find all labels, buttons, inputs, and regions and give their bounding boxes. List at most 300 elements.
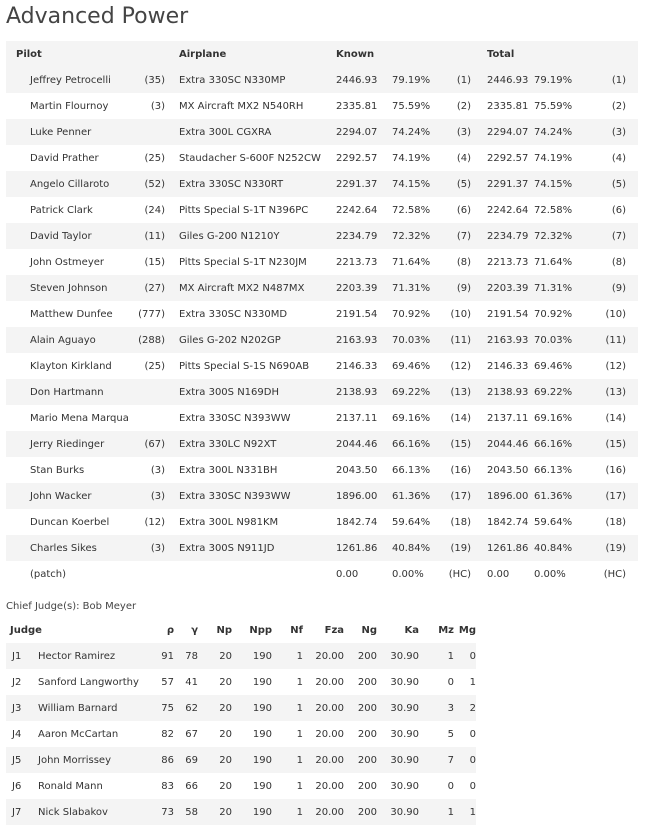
judge-ng: 200 — [357, 780, 378, 792]
table-row — [6, 669, 476, 695]
known-percent: 66.16% — [392, 438, 431, 450]
known-score: 1842.74 — [336, 516, 378, 528]
judge-name: Nick Slabakov — [38, 806, 108, 818]
judge-fza: 20.00 — [315, 702, 345, 714]
total-rank: (7) — [611, 230, 626, 242]
total-rank: (13) — [605, 386, 626, 398]
pilot-count: (35) — [144, 74, 165, 86]
known-score: 2146.33 — [336, 360, 378, 372]
airplane: Extra 300L CGXRA — [179, 126, 272, 138]
airplane: MX Aircraft MX2 N540RH — [179, 100, 304, 112]
col-header-gamma: γ — [191, 624, 199, 636]
page-title: Advanced Power — [6, 4, 189, 29]
known-score: 2191.54 — [336, 308, 378, 320]
col-header-npp: Npp — [249, 624, 273, 636]
pilot-count: (3) — [150, 490, 165, 502]
total-score: 0.00 — [487, 568, 510, 580]
judge-ng: 200 — [357, 754, 378, 766]
total-percent: 66.13% — [534, 464, 573, 476]
pilot-name: Angelo Cillaroto — [30, 178, 110, 190]
judge-fza: 20.00 — [315, 754, 345, 766]
airplane: Giles G-202 N202GP — [179, 334, 281, 346]
judge-rho: 83 — [161, 780, 175, 792]
judge-nf: 1 — [296, 728, 304, 740]
judge-mz: 5 — [447, 728, 455, 740]
pilot-count: (24) — [144, 204, 165, 216]
judge-np: 20 — [219, 728, 233, 740]
col-header-mg: Mg — [458, 624, 477, 636]
table-row — [6, 535, 638, 561]
judges-header-row — [6, 617, 476, 643]
total-rank: (17) — [605, 490, 626, 502]
pilot-name: Stan Burks — [30, 464, 85, 476]
judge-rho: 75 — [161, 702, 175, 714]
judge-mg: 0 — [469, 754, 477, 766]
judge-mz: 7 — [447, 754, 455, 766]
known-percent: 70.92% — [392, 308, 431, 320]
airplane: Extra 300S N911JD — [179, 542, 275, 554]
airplane: Giles G-200 N1210Y — [179, 230, 280, 242]
judge-nf: 1 — [296, 676, 304, 688]
judge-np: 20 — [219, 650, 233, 662]
judge-npp: 190 — [252, 754, 273, 766]
airplane: Pitts Special S-1T N396PC — [179, 204, 309, 216]
pilot-count: (27) — [144, 282, 165, 294]
total-rank: (6) — [611, 204, 626, 216]
total-rank: (1) — [611, 74, 626, 86]
table-row — [6, 695, 476, 721]
known-rank: (9) — [456, 282, 471, 294]
judge-np: 20 — [219, 676, 233, 688]
known-percent: 69.16% — [392, 412, 431, 424]
total-rank: (5) — [611, 178, 626, 190]
pilot-count: (3) — [150, 542, 165, 554]
pilot-name: Matthew Dunfee — [30, 308, 113, 320]
judge-gamma: 78 — [185, 650, 199, 662]
table-row — [6, 561, 638, 587]
known-percent: 75.59% — [392, 100, 431, 112]
known-percent: 74.24% — [392, 126, 431, 138]
judge-gamma: 67 — [185, 728, 199, 740]
known-rank: (13) — [450, 386, 471, 398]
known-rank: (15) — [450, 438, 471, 450]
table-row — [6, 275, 638, 301]
known-percent: 59.64% — [392, 516, 431, 528]
table-row — [6, 431, 638, 457]
table-row — [6, 301, 638, 327]
judge-ka: 30.90 — [390, 702, 420, 714]
table-row — [6, 799, 476, 825]
total-score: 2203.39 — [487, 282, 529, 294]
known-score: 2213.73 — [336, 256, 378, 268]
judge-ng: 200 — [357, 728, 378, 740]
total-score: 2191.54 — [487, 308, 529, 320]
total-rank: (2) — [611, 100, 626, 112]
known-percent: 70.03% — [392, 334, 431, 346]
judge-np: 20 — [219, 754, 233, 766]
known-score: 0.00 — [336, 568, 359, 580]
judge-gamma: 69 — [185, 754, 199, 766]
table-row — [6, 93, 638, 119]
judge-fza: 20.00 — [315, 676, 345, 688]
known-rank: (HC) — [448, 568, 471, 580]
total-rank: (12) — [605, 360, 626, 372]
total-score: 2335.81 — [487, 100, 529, 112]
judge-fza: 20.00 — [315, 650, 345, 662]
pilot-name: Jeffrey Petrocelli — [30, 74, 111, 86]
known-score: 2138.93 — [336, 386, 378, 398]
known-rank: (2) — [456, 100, 471, 112]
known-percent: 69.46% — [392, 360, 431, 372]
col-header-known: Known — [336, 48, 375, 60]
table-row — [6, 483, 638, 509]
total-score: 1261.86 — [487, 542, 529, 554]
known-score: 2043.50 — [336, 464, 378, 476]
col-header-total: Total — [487, 48, 515, 60]
judge-nf: 1 — [296, 806, 304, 818]
table-row — [6, 353, 638, 379]
known-score: 2044.46 — [336, 438, 378, 450]
known-score: 2163.93 — [336, 334, 378, 346]
table-row — [6, 457, 638, 483]
col-header-rho: ρ — [166, 624, 175, 636]
known-score: 2242.64 — [336, 204, 378, 216]
table-row — [6, 773, 476, 799]
judge-mz: 0 — [447, 780, 455, 792]
judge-name: Aaron McCartan — [38, 728, 119, 740]
airplane: Extra 300S N169DH — [179, 386, 279, 398]
total-percent: 79.19% — [534, 74, 573, 86]
total-percent: 61.36% — [534, 490, 573, 502]
pilot-name: (patch) — [30, 568, 67, 580]
pilot-count — [136, 119, 179, 145]
judge-fza: 20.00 — [315, 780, 345, 792]
judge-npp: 190 — [252, 676, 273, 688]
table-row — [6, 171, 638, 197]
known-score: 2292.57 — [336, 152, 378, 164]
pilot-count — [136, 405, 179, 431]
pilot-count — [136, 561, 179, 587]
total-percent: 71.31% — [534, 282, 573, 294]
judge-ng: 200 — [357, 676, 378, 688]
judge-ng: 200 — [357, 702, 378, 714]
known-rank: (10) — [450, 308, 471, 320]
judge-name: Sanford Langworthy — [38, 676, 139, 688]
pilot-name: Don Hartmann — [30, 386, 104, 398]
pilot-count: (15) — [144, 256, 165, 268]
known-rank: (7) — [456, 230, 471, 242]
known-percent: 72.32% — [392, 230, 431, 242]
judge-mz: 3 — [447, 702, 455, 714]
judge-nf: 1 — [296, 780, 304, 792]
known-rank: (5) — [456, 178, 471, 190]
judge-mz: 1 — [447, 650, 455, 662]
total-rank: (11) — [605, 334, 626, 346]
total-percent: 71.64% — [534, 256, 573, 268]
table-row — [6, 721, 476, 747]
airplane: Pitts Special S-1S N690AB — [179, 360, 310, 372]
known-percent: 71.64% — [392, 256, 431, 268]
pilot-count: (25) — [144, 152, 165, 164]
known-rank: (18) — [450, 516, 471, 528]
judge-mg: 0 — [469, 780, 477, 792]
total-rank: (19) — [605, 542, 626, 554]
judge-nf: 1 — [296, 650, 304, 662]
total-rank: (9) — [611, 282, 626, 294]
known-percent: 66.13% — [392, 464, 431, 476]
pilot-name: John Wacker — [30, 490, 92, 502]
judge-ng: 200 — [357, 650, 378, 662]
judge-mz: 0 — [447, 676, 455, 688]
judge-npp: 190 — [252, 650, 273, 662]
known-score: 2294.07 — [336, 126, 378, 138]
total-rank: (10) — [605, 308, 626, 320]
judge-rho: 86 — [161, 754, 175, 766]
known-score: 2203.39 — [336, 282, 378, 294]
total-percent: 75.59% — [534, 100, 573, 112]
judge-ka: 30.90 — [390, 754, 420, 766]
col-header-airplane: Airplane — [179, 48, 227, 60]
airplane: Extra 330LC N92XT — [179, 438, 277, 450]
pilot-count: (288) — [138, 334, 165, 346]
table-row — [6, 643, 476, 669]
pilot-count: (11) — [144, 230, 165, 242]
judge-mg: 0 — [469, 728, 477, 740]
col-header-judge: Judge — [10, 624, 42, 636]
judge-ka: 30.90 — [390, 728, 420, 740]
total-percent: 40.84% — [534, 542, 573, 554]
total-score: 2163.93 — [487, 334, 529, 346]
pilot-count: (777) — [138, 308, 165, 320]
col-header-pilot: Pilot — [16, 48, 42, 60]
judge-npp: 190 — [252, 780, 273, 792]
total-score: 1842.74 — [487, 516, 529, 528]
judge-id: J4 — [12, 728, 22, 740]
results-header-row — [6, 41, 638, 67]
pilot-name: John Ostmeyer — [30, 256, 104, 268]
known-rank: (12) — [450, 360, 471, 372]
judge-fza: 20.00 — [315, 728, 345, 740]
known-percent: 40.84% — [392, 542, 431, 554]
total-rank: (4) — [611, 152, 626, 164]
known-rank: (3) — [456, 126, 471, 138]
judge-id: J6 — [12, 780, 22, 792]
pilot-name: David Prather — [30, 152, 99, 164]
pilot-name: Alain Aguayo — [30, 334, 96, 346]
total-percent: 74.15% — [534, 178, 573, 190]
known-rank: (16) — [450, 464, 471, 476]
pilot-count: (12) — [144, 516, 165, 528]
judges-table — [6, 617, 476, 825]
judge-id: J5 — [12, 754, 22, 766]
pilot-name: Martin Flournoy — [30, 100, 109, 112]
total-percent: 66.16% — [534, 438, 573, 450]
total-score: 2292.57 — [487, 152, 529, 164]
judge-gamma: 41 — [185, 676, 199, 688]
judge-npp: 190 — [252, 728, 273, 740]
total-score: 2291.37 — [487, 178, 529, 190]
airplane: Extra 300L N981KM — [179, 516, 279, 528]
total-score: 2294.07 — [487, 126, 529, 138]
airplane: Extra 330SC N330RT — [179, 178, 284, 190]
pilot-name: David Taylor — [30, 230, 92, 242]
judge-rho: 57 — [161, 676, 175, 688]
airplane — [179, 561, 336, 587]
judge-mz: 1 — [447, 806, 455, 818]
table-row — [6, 67, 638, 93]
known-rank: (8) — [456, 256, 471, 268]
judge-name: Hector Ramirez — [38, 650, 116, 662]
known-rank: (6) — [456, 204, 471, 216]
total-percent: 70.92% — [534, 308, 573, 320]
known-percent: 72.58% — [392, 204, 431, 216]
judge-id: J1 — [12, 650, 22, 662]
judge-name: Ronald Mann — [38, 780, 103, 792]
total-rank: (3) — [611, 126, 626, 138]
col-header-np: Np — [216, 624, 233, 636]
total-rank: (8) — [611, 256, 626, 268]
table-row — [6, 223, 638, 249]
judge-rho: 91 — [161, 650, 175, 662]
known-percent: 79.19% — [392, 74, 431, 86]
total-percent: 0.00% — [534, 568, 566, 580]
known-percent: 71.31% — [392, 282, 431, 294]
pilot-name: Charles Sikes — [30, 542, 97, 554]
judge-np: 20 — [219, 702, 233, 714]
airplane: Extra 330SC N330MD — [179, 308, 288, 320]
table-row — [6, 197, 638, 223]
judge-ka: 30.90 — [390, 806, 420, 818]
judge-name: John Morrissey — [38, 754, 111, 766]
total-score: 2234.79 — [487, 230, 529, 242]
judge-fza: 20.00 — [315, 806, 345, 818]
judge-np: 20 — [219, 780, 233, 792]
pilot-name: Patrick Clark — [30, 204, 93, 216]
known-rank: (11) — [450, 334, 471, 346]
pilot-count — [136, 379, 179, 405]
known-percent: 61.36% — [392, 490, 431, 502]
known-score: 2335.81 — [336, 100, 378, 112]
pilot-name: Duncan Koerbel — [30, 516, 110, 528]
judge-npp: 190 — [252, 702, 273, 714]
judge-npp: 190 — [252, 806, 273, 818]
judge-mg: 1 — [469, 676, 477, 688]
known-rank: (14) — [450, 412, 471, 424]
pilot-name: Jerry Riedinger — [30, 438, 105, 450]
total-rank: (15) — [605, 438, 626, 450]
airplane: Staudacher S-600F N252CW — [179, 152, 321, 164]
judge-rho: 73 — [161, 806, 175, 818]
judge-rho: 82 — [161, 728, 175, 740]
judge-gamma: 58 — [185, 806, 199, 818]
total-score: 2044.46 — [487, 438, 529, 450]
total-percent: 69.22% — [534, 386, 573, 398]
known-percent: 74.15% — [392, 178, 431, 190]
judge-mg: 1 — [469, 806, 477, 818]
judge-ng: 200 — [357, 806, 378, 818]
total-score: 2446.93 — [487, 74, 529, 86]
judge-id: J7 — [12, 806, 22, 818]
judge-gamma: 66 — [185, 780, 199, 792]
table-row — [6, 327, 638, 353]
known-score: 1896.00 — [336, 490, 378, 502]
known-percent: 74.19% — [392, 152, 431, 164]
airplane: Extra 330SC N330MP — [179, 74, 286, 86]
total-score: 2138.93 — [487, 386, 529, 398]
judge-ka: 30.90 — [390, 780, 420, 792]
chief-judge-label: Chief Judge(s): Bob Meyer — [6, 601, 137, 612]
col-header-fza: Fza — [324, 624, 345, 636]
col-header-mz: Mz — [438, 624, 455, 636]
table-row — [6, 509, 638, 535]
airplane: Extra 300L N331BH — [179, 464, 278, 476]
judge-nf: 1 — [296, 702, 304, 714]
total-percent: 72.58% — [534, 204, 573, 216]
total-rank: (14) — [605, 412, 626, 424]
table-row — [6, 405, 638, 431]
judge-gamma: 62 — [185, 702, 199, 714]
known-rank: (1) — [456, 74, 471, 86]
table-row — [6, 747, 476, 773]
known-score: 1261.86 — [336, 542, 378, 554]
total-rank: (16) — [605, 464, 626, 476]
known-score: 2137.11 — [336, 412, 378, 424]
known-rank: (19) — [450, 542, 471, 554]
judge-id: J2 — [12, 676, 22, 688]
judge-id: J3 — [12, 702, 22, 714]
judge-mg: 0 — [469, 650, 477, 662]
table-row — [6, 145, 638, 171]
judge-np: 20 — [219, 806, 233, 818]
total-percent: 72.32% — [534, 230, 573, 242]
pilot-name: Steven Johnson — [30, 282, 108, 294]
pilot-count: (67) — [144, 438, 165, 450]
total-percent: 69.46% — [534, 360, 573, 372]
total-score: 1896.00 — [487, 490, 529, 502]
known-score: 2446.93 — [336, 74, 378, 86]
known-percent: 69.22% — [392, 386, 431, 398]
judge-ka: 30.90 — [390, 650, 420, 662]
total-percent: 59.64% — [534, 516, 573, 528]
total-percent: 74.19% — [534, 152, 573, 164]
table-row — [6, 119, 638, 145]
known-rank: (4) — [456, 152, 471, 164]
judge-mg: 2 — [469, 702, 477, 714]
table-row — [6, 249, 638, 275]
total-score: 2213.73 — [487, 256, 529, 268]
total-percent: 70.03% — [534, 334, 573, 346]
pilot-name: Luke Penner — [30, 126, 92, 138]
pilot-name: Klayton Kirkland — [30, 360, 112, 372]
airplane: Extra 330SC N393WW — [179, 412, 291, 424]
pilot-count: (25) — [144, 360, 165, 372]
total-percent: 74.24% — [534, 126, 573, 138]
results-table — [6, 41, 638, 587]
airplane: MX Aircraft MX2 N487MX — [179, 282, 305, 294]
pilot-count: (3) — [150, 100, 165, 112]
total-score: 2242.64 — [487, 204, 529, 216]
col-header-ka: Ka — [404, 624, 420, 636]
total-rank: (HC) — [603, 568, 626, 580]
judge-ka: 30.90 — [390, 676, 420, 688]
total-score: 2043.50 — [487, 464, 529, 476]
judge-nf: 1 — [296, 754, 304, 766]
table-row — [6, 379, 638, 405]
airplane: Extra 330SC N393WW — [179, 490, 291, 502]
known-percent: 0.00% — [392, 568, 424, 580]
pilot-count: (52) — [144, 178, 165, 190]
col-header-ng: Ng — [361, 624, 378, 636]
